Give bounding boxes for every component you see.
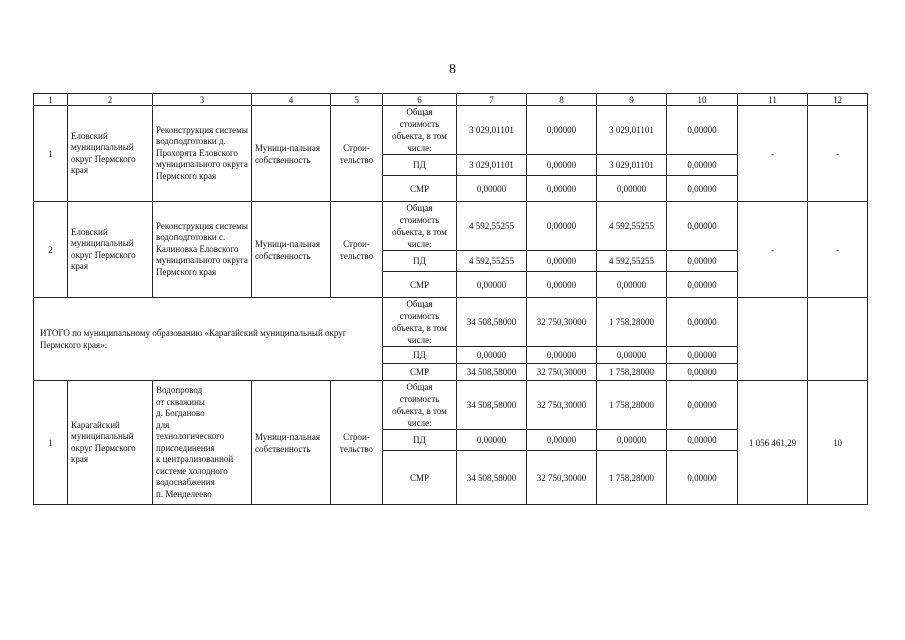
value-cell: 1 758,28000 bbox=[597, 298, 667, 347]
recipient-cell: Еловский муниципальный округ Пермского края bbox=[68, 202, 153, 298]
column-number: 1 bbox=[34, 94, 68, 106]
row-number: 1 bbox=[34, 381, 68, 505]
object-line: системе холодного bbox=[156, 465, 228, 476]
work-type-cell: Строи-тельство bbox=[331, 202, 383, 298]
value-cell: 0,00000 bbox=[667, 451, 738, 505]
value-cell: 1 758,28000 bbox=[597, 451, 667, 505]
object-line: технологического bbox=[156, 431, 225, 441]
column-number: 6 bbox=[383, 94, 457, 106]
value-cell: 0,00000 bbox=[667, 176, 738, 202]
empty-cell bbox=[738, 298, 808, 381]
value-cell: 4 592,55255 bbox=[597, 251, 667, 272]
pd-label: ПД bbox=[383, 251, 457, 272]
value-cell: 0,00000 bbox=[667, 364, 738, 381]
value-cell: 0,00000 bbox=[527, 202, 597, 251]
value-cell: 34 508,58000 bbox=[457, 381, 527, 430]
value-cell: 0,00000 bbox=[597, 347, 667, 364]
recipient-cell: Еловский муниципальный округ Пермского края bbox=[68, 106, 153, 202]
column-number: 11 bbox=[738, 94, 808, 106]
object-line: Водопровод bbox=[156, 385, 203, 395]
object-line: д. Богданово bbox=[156, 408, 205, 418]
column-number: 8 bbox=[527, 94, 597, 106]
value-cell: 0,00000 bbox=[527, 176, 597, 202]
value-cell: 0,00000 bbox=[597, 272, 667, 298]
cost-label: Общая стоимость объекта, в том числе: bbox=[383, 106, 457, 155]
cost-label: Общая стоимость объекта, в том числе: bbox=[383, 202, 457, 251]
value-cell: 0,00000 bbox=[667, 251, 738, 272]
row-number: 1 bbox=[34, 106, 68, 202]
smr-label: СМР bbox=[383, 176, 457, 202]
ownership-cell: Муници-пальная собственность bbox=[252, 202, 331, 298]
column-number: 2 bbox=[68, 94, 153, 106]
value-cell: 32 750,30000 bbox=[527, 381, 597, 430]
value-cell: 0,00000 bbox=[597, 176, 667, 202]
value-cell: 34 508,58000 bbox=[457, 298, 527, 347]
smr-label: СМР bbox=[383, 451, 457, 505]
value-cell: 3 029,01101 bbox=[457, 155, 527, 176]
value-cell: 0,00000 bbox=[667, 347, 738, 364]
cost-label: Общая стоимость объекта, в том числе: bbox=[383, 381, 457, 430]
pd-label: ПД bbox=[383, 430, 457, 451]
empty-cell bbox=[808, 298, 868, 381]
value-cell: 0,00000 bbox=[667, 155, 738, 176]
column-number: 12 bbox=[808, 94, 868, 106]
value-cell: 0,00000 bbox=[597, 430, 667, 451]
object-line: от скважины bbox=[156, 396, 205, 407]
value-cell: 0,00000 bbox=[527, 347, 597, 364]
value-cell: 3 029,01101 bbox=[597, 155, 667, 176]
page-number: 8 bbox=[449, 62, 456, 77]
pd-label: ПД bbox=[383, 155, 457, 176]
value-cell: 0,00000 bbox=[527, 430, 597, 451]
value-cell: 0,00000 bbox=[667, 381, 738, 430]
value-cell: 3 029,01101 bbox=[457, 106, 527, 155]
object-line: для bbox=[156, 419, 170, 430]
object-cell: Реконструкция системы водоподготовки д. Прохорята Еловского муниципального округа Пермского края bbox=[153, 106, 252, 202]
value-cell: 0,00000 bbox=[667, 106, 738, 155]
table-row bbox=[34, 381, 868, 430]
value-cell: 0,00000 bbox=[527, 272, 597, 298]
value-cell: 0,00000 bbox=[667, 272, 738, 298]
work-type-cell: Строи-тельство bbox=[331, 381, 383, 505]
value-cell: 0,00000 bbox=[527, 155, 597, 176]
value-cell: 0,00000 bbox=[457, 176, 527, 202]
table-row bbox=[34, 202, 868, 251]
value-cell: 1 758,28000 bbox=[597, 381, 667, 430]
value-cell: 0,00000 bbox=[667, 298, 738, 347]
value-cell: - bbox=[808, 202, 868, 298]
column-number: 5 bbox=[331, 94, 383, 106]
value-cell: 0,00000 bbox=[527, 106, 597, 155]
ownership-cell: Муници-пальная собственность bbox=[252, 106, 331, 202]
value-cell: 32 750,30000 bbox=[527, 451, 597, 505]
value-cell: 10 bbox=[808, 381, 868, 505]
total-label: ИТОГО по муниципальному образованию «Карагайский муниципальный округ Пермского края»: bbox=[34, 298, 383, 381]
ownership-cell: Муници-пальная собственность bbox=[252, 381, 331, 505]
total-row bbox=[34, 298, 868, 347]
object-line: присоединения bbox=[156, 442, 215, 453]
value-cell: 0,00000 bbox=[667, 202, 738, 251]
value-cell: 1 758,28000 bbox=[597, 364, 667, 381]
value-cell: - bbox=[808, 106, 868, 202]
value-cell: 4 592,55255 bbox=[597, 202, 667, 251]
value-cell: 0,00000 bbox=[457, 347, 527, 364]
table-row bbox=[34, 106, 868, 155]
value-cell: 34 508,58000 bbox=[457, 364, 527, 381]
column-number: 4 bbox=[252, 94, 331, 106]
object-cell bbox=[153, 381, 252, 505]
value-cell: 32 750,30000 bbox=[527, 298, 597, 347]
column-number: 10 bbox=[667, 94, 738, 106]
value-cell: - bbox=[738, 106, 808, 202]
smr-label: СМР bbox=[383, 272, 457, 298]
value-cell: 0,00000 bbox=[527, 251, 597, 272]
object-cell: Реконструкция системы водоподготовки с. Калиновка Еловского муниципального округа Пермского края bbox=[153, 202, 252, 298]
value-cell: 3 029,01101 bbox=[597, 106, 667, 155]
cost-label: Общая стоимость объекта, в том числе: bbox=[383, 298, 457, 347]
value-cell: 32 750,30000 bbox=[527, 364, 597, 381]
column-number: 9 bbox=[597, 94, 667, 106]
work-type-cell: Строи-тельство bbox=[331, 106, 383, 202]
value-cell: 0,00000 bbox=[667, 430, 738, 451]
value-cell: 4 592,55255 bbox=[457, 202, 527, 251]
object-line: к централизованной bbox=[156, 454, 234, 464]
pd-label: ПД bbox=[383, 347, 457, 364]
value-cell: 4 592,55255 bbox=[457, 251, 527, 272]
value-cell: 1 056 461,29 bbox=[738, 381, 808, 505]
object-line: водоснабжения bbox=[156, 477, 215, 487]
value-cell: - bbox=[738, 202, 808, 298]
column-number: 3 bbox=[153, 94, 252, 106]
object-line: п. Менделеево bbox=[156, 488, 212, 499]
value-cell: 0,00000 bbox=[457, 272, 527, 298]
investment-table bbox=[33, 93, 868, 505]
column-number-row bbox=[34, 94, 868, 106]
value-cell: 34 508,58000 bbox=[457, 451, 527, 505]
recipient-cell: Карагайский муниципальный округ Пермского края bbox=[68, 381, 153, 505]
smr-label: СМР bbox=[383, 364, 457, 381]
value-cell: 0,00000 bbox=[457, 430, 527, 451]
column-number: 7 bbox=[457, 94, 527, 106]
row-number: 2 bbox=[34, 202, 68, 298]
